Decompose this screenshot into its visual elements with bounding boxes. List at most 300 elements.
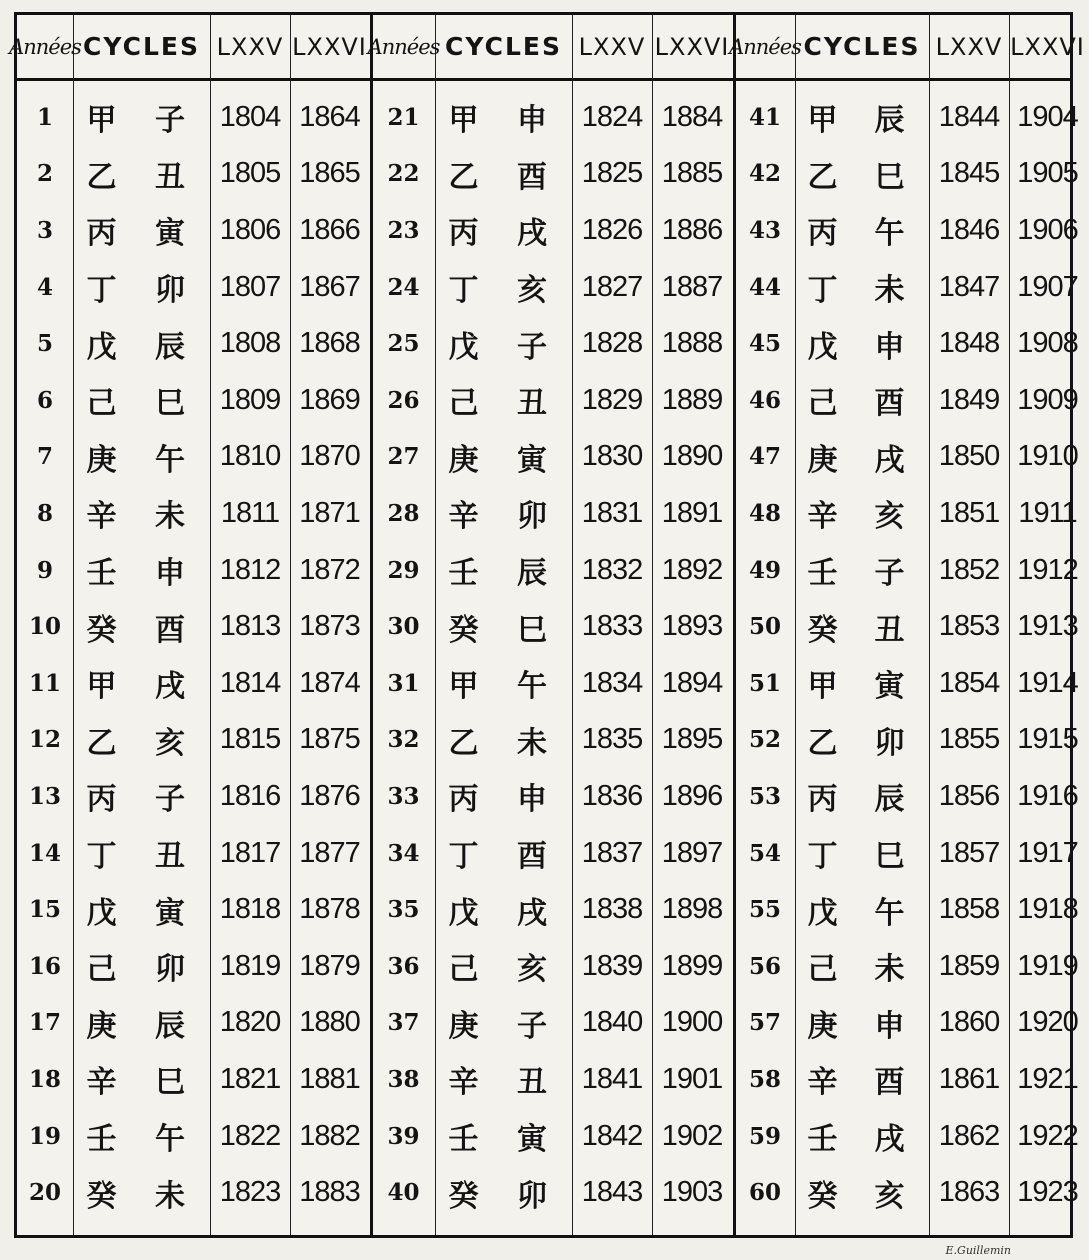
terrestrial-branch: 亥 xyxy=(517,952,547,988)
year-cycle-lxxv: 1831 xyxy=(581,496,643,529)
year-cycle-lxxv: 1817 xyxy=(219,836,281,869)
year-cycle-lxxvi: 1908 xyxy=(1017,327,1078,360)
year-cycle-lxxv: 1809 xyxy=(219,383,281,416)
celestial-stem: 乙 xyxy=(448,159,479,195)
year-cycle-lxxvi: 1900 xyxy=(661,1006,723,1039)
terrestrial-branch: 酉 xyxy=(155,612,185,648)
celestial-stem: 丁 xyxy=(86,839,117,875)
year-cycle-lxxv: 1851 xyxy=(938,496,1000,529)
year-number: 57 xyxy=(748,1009,781,1037)
year-cycle-lxxv: 1849 xyxy=(938,383,1000,416)
celestial-stem: 丙 xyxy=(448,216,479,252)
celestial-stem: 丁 xyxy=(448,273,479,309)
year-number: 60 xyxy=(748,1179,781,1207)
year-cycle-lxxv: 1829 xyxy=(581,383,643,416)
year-cycle-lxxv: 1839 xyxy=(581,949,643,982)
celestial-stem: 壬 xyxy=(86,556,117,592)
year-number: 7 xyxy=(36,443,53,471)
year-number: 45 xyxy=(748,330,781,358)
celestial-stem: 癸 xyxy=(807,1178,838,1214)
year-number: 14 xyxy=(28,839,61,867)
year-cycle-lxxv: 1850 xyxy=(938,440,1000,473)
year-cycle-lxxvi: 1919 xyxy=(1017,949,1078,982)
year-cycle-lxxv: 1857 xyxy=(938,836,1000,869)
year-cycle-lxxvi: 1887 xyxy=(661,270,723,303)
year-cycle-lxxv: 1842 xyxy=(581,1119,643,1152)
year-number: 51 xyxy=(748,669,781,697)
celestial-stem: 己 xyxy=(807,952,838,988)
year-cycle-lxxvi: 1892 xyxy=(661,553,723,586)
year-cycle-lxxvi: 1888 xyxy=(661,327,723,360)
year-cycle-lxxvi: 1907 xyxy=(1017,270,1078,303)
year-cycle-lxxv: 1834 xyxy=(581,666,643,699)
celestial-stem: 己 xyxy=(448,952,479,988)
year-number: 43 xyxy=(748,216,781,244)
header-rule xyxy=(17,78,1070,81)
year-number: 12 xyxy=(28,726,61,754)
year-cycle-lxxv: 1818 xyxy=(219,893,281,926)
year-cycle-lxxv: 1821 xyxy=(219,1062,281,1095)
terrestrial-branch: 卯 xyxy=(517,1178,547,1214)
terrestrial-branch: 寅 xyxy=(517,1122,547,1158)
terrestrial-branch: 午 xyxy=(155,442,185,478)
year-cycle-lxxv: 1812 xyxy=(219,553,281,586)
year-cycle-lxxv: 1861 xyxy=(938,1062,1000,1095)
terrestrial-branch: 申 xyxy=(517,782,547,818)
terrestrial-branch: 亥 xyxy=(874,1178,905,1214)
celestial-stem: 壬 xyxy=(86,1122,117,1158)
celestial-stem: 戊 xyxy=(448,329,479,365)
header-annees: Années xyxy=(9,34,81,59)
year-cycle-lxxv: 1832 xyxy=(581,553,643,586)
year-number: 30 xyxy=(387,613,420,641)
terrestrial-branch: 午 xyxy=(517,669,547,705)
celestial-stem: 乙 xyxy=(86,725,117,761)
celestial-stem: 丙 xyxy=(448,782,479,818)
terrestrial-branch: 午 xyxy=(155,1122,185,1158)
year-cycle-lxxvi: 1922 xyxy=(1017,1119,1078,1152)
year-cycle-lxxv: 1853 xyxy=(938,610,1000,643)
terrestrial-branch: 寅 xyxy=(155,895,185,931)
year-cycle-lxxvi: 1874 xyxy=(299,666,360,699)
year-cycle-lxxvi: 1882 xyxy=(299,1119,360,1152)
year-number: 8 xyxy=(36,499,53,527)
year-number: 10 xyxy=(28,613,61,641)
year-cycle-lxxv: 1811 xyxy=(220,496,280,529)
year-number: 2 xyxy=(36,160,53,188)
year-cycle-lxxvi: 1877 xyxy=(299,836,360,869)
year-cycle-lxxvi: 1898 xyxy=(661,893,723,926)
year-number: 53 xyxy=(748,782,781,810)
year-cycle-lxxv: 1847 xyxy=(938,270,1000,303)
year-cycle-lxxvi: 1879 xyxy=(299,949,360,982)
year-number: 40 xyxy=(387,1179,420,1207)
year-number: 38 xyxy=(387,1065,420,1093)
terrestrial-branch: 未 xyxy=(874,273,905,309)
header-annees: Années xyxy=(367,34,440,59)
celestial-stem: 辛 xyxy=(86,499,117,535)
year-cycle-lxxv: 1855 xyxy=(938,723,1000,756)
header-lxxvi: LXXVI xyxy=(1010,32,1085,61)
year-number: 24 xyxy=(387,273,420,301)
celestial-stem: 乙 xyxy=(448,725,479,761)
celestial-stem: 癸 xyxy=(86,612,117,648)
year-number: 47 xyxy=(748,443,781,471)
year-cycle-lxxv: 1813 xyxy=(219,610,281,643)
year-cycle-lxxvi: 1914 xyxy=(1017,666,1078,699)
celestial-stem: 辛 xyxy=(86,1065,117,1101)
year-number: 58 xyxy=(748,1065,781,1093)
year-number: 52 xyxy=(748,726,781,754)
celestial-stem: 壬 xyxy=(448,556,479,592)
year-cycle-lxxvi: 1876 xyxy=(299,779,360,812)
celestial-stem: 癸 xyxy=(448,612,479,648)
terrestrial-branch: 戌 xyxy=(517,216,547,252)
celestial-stem: 丙 xyxy=(86,782,117,818)
terrestrial-branch: 辰 xyxy=(874,103,905,139)
year-number: 26 xyxy=(387,386,420,414)
terrestrial-branch: 申 xyxy=(874,329,905,365)
header-lxxv: LXXV xyxy=(216,32,284,61)
year-cycle-lxxv: 1858 xyxy=(938,893,1000,926)
year-number: 36 xyxy=(387,952,420,980)
year-cycle-lxxv: 1862 xyxy=(938,1119,1000,1152)
year-cycle-lxxv: 1819 xyxy=(219,949,281,982)
year-cycle-lxxvi: 1917 xyxy=(1017,836,1078,869)
year-cycle-lxxvi: 1884 xyxy=(661,100,723,133)
year-cycle-lxxvi: 1865 xyxy=(299,157,360,190)
terrestrial-branch: 子 xyxy=(155,782,185,818)
engraver-signature: E.Guillemin xyxy=(945,1244,1011,1257)
terrestrial-branch: 酉 xyxy=(517,159,547,195)
year-cycle-lxxvi: 1890 xyxy=(661,440,723,473)
celestial-stem: 丁 xyxy=(807,839,838,875)
terrestrial-branch: 酉 xyxy=(874,1065,905,1101)
year-cycle-lxxvi: 1916 xyxy=(1017,779,1078,812)
celestial-stem: 乙 xyxy=(807,725,838,761)
year-cycle-lxxv: 1856 xyxy=(938,779,1000,812)
celestial-stem: 己 xyxy=(807,386,838,422)
year-number: 19 xyxy=(28,1122,61,1150)
celestial-stem: 乙 xyxy=(86,159,117,195)
terrestrial-branch: 辰 xyxy=(155,329,185,365)
year-number: 39 xyxy=(387,1122,420,1150)
celestial-stem: 庚 xyxy=(807,442,838,478)
celestial-stem: 庚 xyxy=(86,442,117,478)
year-number: 4 xyxy=(36,273,53,301)
celestial-stem: 戊 xyxy=(807,329,838,365)
year-number: 41 xyxy=(748,103,781,131)
terrestrial-branch: 卯 xyxy=(874,725,905,761)
terrestrial-branch: 卯 xyxy=(517,499,547,535)
year-cycle-lxxvi: 1894 xyxy=(661,666,723,699)
year-number: 50 xyxy=(748,613,781,641)
celestial-stem: 戊 xyxy=(448,895,479,931)
terrestrial-branch: 酉 xyxy=(517,839,547,875)
celestial-stem: 癸 xyxy=(807,612,838,648)
terrestrial-branch: 卯 xyxy=(155,273,185,309)
year-number: 59 xyxy=(748,1122,781,1150)
year-cycle-lxxvi: 1889 xyxy=(661,383,723,416)
celestial-stem: 壬 xyxy=(807,1122,838,1158)
header-lxxv: LXXV xyxy=(578,32,646,61)
year-cycle-lxxv: 1828 xyxy=(581,327,643,360)
year-number: 18 xyxy=(28,1065,61,1093)
year-number: 5 xyxy=(36,330,53,358)
year-cycle-lxxvi: 1909 xyxy=(1017,383,1078,416)
year-number: 21 xyxy=(387,103,420,131)
year-cycle-lxxv: 1835 xyxy=(581,723,643,756)
celestial-stem: 庚 xyxy=(86,1008,117,1044)
year-cycle-lxxv: 1807 xyxy=(219,270,281,303)
celestial-stem: 丁 xyxy=(86,273,117,309)
year-cycle-lxxvi: 1871 xyxy=(299,496,360,529)
year-number: 28 xyxy=(387,499,420,527)
year-cycle-lxxv: 1824 xyxy=(581,100,643,133)
year-number: 13 xyxy=(28,782,61,810)
year-cycle-lxxv: 1806 xyxy=(219,213,281,246)
year-cycle-lxxv: 1814 xyxy=(219,666,281,699)
year-cycle-lxxvi: 1896 xyxy=(661,779,723,812)
terrestrial-branch: 子 xyxy=(517,1008,547,1044)
year-number: 3 xyxy=(36,216,53,244)
year-number: 34 xyxy=(387,839,420,867)
terrestrial-branch: 辰 xyxy=(155,1008,185,1044)
terrestrial-branch: 丑 xyxy=(517,386,547,422)
terrestrial-branch: 戌 xyxy=(155,669,185,705)
year-cycle-lxxvi: 1886 xyxy=(661,213,723,246)
year-cycle-lxxv: 1825 xyxy=(581,157,643,190)
year-cycle-lxxvi: 1912 xyxy=(1017,553,1078,586)
celestial-stem: 甲 xyxy=(807,103,838,139)
year-number: 1 xyxy=(36,103,53,131)
celestial-stem: 癸 xyxy=(448,1178,479,1214)
celestial-stem: 乙 xyxy=(807,159,838,195)
year-cycle-lxxvi: 1899 xyxy=(661,949,723,982)
year-cycle-lxxvi: 1904 xyxy=(1017,100,1078,133)
year-cycle-lxxvi: 1878 xyxy=(299,893,360,926)
terrestrial-branch: 巳 xyxy=(874,839,905,875)
celestial-stem: 庚 xyxy=(448,442,479,478)
year-cycle-lxxvi: 1869 xyxy=(299,383,360,416)
header-cycles: CYCLES xyxy=(445,32,562,61)
terrestrial-branch: 未 xyxy=(155,499,185,535)
terrestrial-branch: 巳 xyxy=(155,1065,185,1101)
terrestrial-branch: 亥 xyxy=(517,273,547,309)
celestial-stem: 戊 xyxy=(86,329,117,365)
year-number: 29 xyxy=(387,556,420,584)
celestial-stem: 甲 xyxy=(807,669,838,705)
year-number: 37 xyxy=(387,1009,420,1037)
celestial-stem: 丙 xyxy=(86,216,117,252)
year-cycle-lxxvi: 1881 xyxy=(299,1062,360,1095)
celestial-stem: 庚 xyxy=(448,1008,479,1044)
celestial-stem: 壬 xyxy=(448,1122,479,1158)
year-cycle-lxxvi: 1880 xyxy=(299,1006,360,1039)
year-cycle-lxxvi: 1913 xyxy=(1017,610,1078,643)
year-cycle-lxxvi: 1910 xyxy=(1017,440,1078,473)
year-number: 23 xyxy=(387,216,420,244)
terrestrial-branch: 子 xyxy=(155,103,185,139)
terrestrial-branch: 子 xyxy=(517,329,547,365)
year-number: 55 xyxy=(748,896,781,924)
year-number: 11 xyxy=(28,669,61,697)
terrestrial-branch: 申 xyxy=(517,103,547,139)
year-cycle-lxxvi: 1885 xyxy=(661,157,723,190)
year-cycle-lxxv: 1845 xyxy=(938,157,1000,190)
terrestrial-branch: 午 xyxy=(874,216,905,252)
celestial-stem: 甲 xyxy=(86,103,117,139)
year-cycle-lxxv: 1815 xyxy=(219,723,281,756)
year-cycle-lxxvi: 1902 xyxy=(661,1119,723,1152)
year-number: 22 xyxy=(387,160,420,188)
year-cycle-lxxvi: 1891 xyxy=(661,496,723,529)
terrestrial-branch: 寅 xyxy=(874,669,905,705)
terrestrial-branch: 子 xyxy=(874,556,905,592)
year-cycle-lxxvi: 1901 xyxy=(661,1062,723,1095)
terrestrial-branch: 戌 xyxy=(517,895,547,931)
terrestrial-branch: 戌 xyxy=(874,1122,905,1158)
year-cycle-lxxv: 1841 xyxy=(581,1062,643,1095)
terrestrial-branch: 卯 xyxy=(155,952,185,988)
terrestrial-branch: 申 xyxy=(874,1008,905,1044)
terrestrial-branch: 辰 xyxy=(874,782,905,818)
year-number: 48 xyxy=(748,499,781,527)
year-cycle-lxxvi: 1918 xyxy=(1017,893,1078,926)
year-cycle-lxxv: 1827 xyxy=(581,270,643,303)
year-cycle-lxxv: 1838 xyxy=(581,893,643,926)
celestial-stem: 戊 xyxy=(807,895,838,931)
year-number: 27 xyxy=(387,443,420,471)
terrestrial-branch: 酉 xyxy=(874,386,905,422)
year-cycle-lxxvi: 1911 xyxy=(1018,496,1077,529)
header-lxxv: LXXV xyxy=(935,32,1003,61)
terrestrial-branch: 丑 xyxy=(155,839,185,875)
year-cycle-lxxv: 1846 xyxy=(938,213,1000,246)
celestial-stem: 己 xyxy=(448,386,479,422)
year-cycle-lxxvi: 1867 xyxy=(299,270,360,303)
year-number: 44 xyxy=(748,273,781,301)
year-number: 6 xyxy=(36,386,53,414)
year-number: 42 xyxy=(748,160,781,188)
year-number: 25 xyxy=(387,330,420,358)
year-cycle-lxxvi: 1895 xyxy=(661,723,723,756)
terrestrial-branch: 未 xyxy=(517,725,547,761)
year-cycle-lxxvi: 1906 xyxy=(1017,213,1078,246)
year-cycle-lxxv: 1843 xyxy=(581,1176,643,1209)
year-cycle-lxxv: 1863 xyxy=(938,1176,1000,1209)
terrestrial-branch: 戌 xyxy=(874,442,905,478)
celestial-stem: 丙 xyxy=(807,782,838,818)
year-number: 46 xyxy=(748,386,781,414)
year-cycle-lxxvi: 1921 xyxy=(1017,1062,1078,1095)
year-cycle-lxxv: 1833 xyxy=(581,610,643,643)
year-cycle-lxxv: 1816 xyxy=(219,779,281,812)
year-cycle-lxxvi: 1915 xyxy=(1017,723,1078,756)
year-cycle-lxxvi: 1872 xyxy=(299,553,360,586)
celestial-stem: 丁 xyxy=(807,273,838,309)
header-cycles: CYCLES xyxy=(803,32,921,61)
year-cycle-lxxv: 1820 xyxy=(219,1006,281,1039)
year-cycle-lxxv: 1823 xyxy=(219,1176,281,1209)
terrestrial-branch: 巳 xyxy=(155,386,185,422)
year-cycle-lxxvi: 1870 xyxy=(299,440,360,473)
year-cycle-lxxv: 1808 xyxy=(219,327,281,360)
terrestrial-branch: 未 xyxy=(874,952,905,988)
year-cycle-lxxv: 1840 xyxy=(581,1006,643,1039)
header-lxxvi: LXXVI xyxy=(654,32,730,61)
year-cycle-lxxvi: 1903 xyxy=(661,1176,723,1209)
terrestrial-branch: 丑 xyxy=(517,1065,547,1101)
year-cycle-lxxv: 1822 xyxy=(219,1119,281,1152)
terrestrial-branch: 亥 xyxy=(874,499,905,535)
year-cycle-lxxv: 1810 xyxy=(219,440,281,473)
celestial-stem: 甲 xyxy=(448,103,479,139)
terrestrial-branch: 丑 xyxy=(874,612,905,648)
year-number: 54 xyxy=(748,839,781,867)
celestial-stem: 戊 xyxy=(86,895,117,931)
cycle-table xyxy=(9,12,1085,1238)
terrestrial-branch: 辰 xyxy=(517,556,547,592)
year-number: 49 xyxy=(748,556,781,584)
year-number: 33 xyxy=(387,782,420,810)
year-cycle-lxxvi: 1868 xyxy=(299,327,360,360)
celestial-stem: 辛 xyxy=(807,499,838,535)
year-cycle-lxxv: 1836 xyxy=(581,779,643,812)
year-number: 17 xyxy=(28,1009,61,1037)
terrestrial-branch: 午 xyxy=(874,895,905,931)
header-cycles: CYCLES xyxy=(83,32,200,61)
year-number: 16 xyxy=(28,952,61,980)
year-cycle-lxxvi: 1873 xyxy=(299,610,360,643)
year-number: 32 xyxy=(387,726,420,754)
terrestrial-branch: 巳 xyxy=(517,612,547,648)
year-cycle-lxxvi: 1920 xyxy=(1017,1006,1078,1039)
celestial-stem: 己 xyxy=(86,386,117,422)
year-cycle-lxxvi: 1875 xyxy=(299,723,360,756)
year-cycle-lxxv: 1852 xyxy=(938,553,1000,586)
year-cycle-lxxvi: 1864 xyxy=(299,100,360,133)
terrestrial-branch: 亥 xyxy=(155,725,185,761)
year-cycle-lxxv: 1837 xyxy=(581,836,643,869)
year-cycle-lxxv: 1830 xyxy=(581,440,643,473)
year-cycle-lxxv: 1805 xyxy=(219,157,281,190)
celestial-stem: 甲 xyxy=(86,669,117,705)
year-cycle-lxxv: 1854 xyxy=(938,666,1000,699)
celestial-stem: 辛 xyxy=(448,1065,479,1101)
year-cycle-lxxvi: 1897 xyxy=(661,836,723,869)
year-cycle-lxxv: 1860 xyxy=(938,1006,1000,1039)
terrestrial-branch: 申 xyxy=(155,556,185,592)
year-number: 15 xyxy=(28,896,61,924)
year-cycle-lxxv: 1848 xyxy=(938,327,1000,360)
year-cycle-lxxv: 1826 xyxy=(581,213,643,246)
year-cycle-lxxvi: 1866 xyxy=(299,213,360,246)
terrestrial-branch: 丑 xyxy=(155,159,185,195)
terrestrial-branch: 寅 xyxy=(155,216,185,252)
celestial-stem: 庚 xyxy=(807,1008,838,1044)
celestial-stem: 甲 xyxy=(448,669,479,705)
celestial-stem: 癸 xyxy=(86,1178,117,1214)
terrestrial-branch: 未 xyxy=(155,1178,185,1214)
year-cycle-lxxvi: 1905 xyxy=(1017,157,1078,190)
year-number: 9 xyxy=(36,556,53,584)
terrestrial-branch: 巳 xyxy=(874,159,905,195)
celestial-stem: 己 xyxy=(86,952,117,988)
year-cycle-lxxvi: 1893 xyxy=(661,610,723,643)
header-annees: Années xyxy=(729,34,801,59)
year-cycle-lxxvi: 1923 xyxy=(1017,1176,1078,1209)
